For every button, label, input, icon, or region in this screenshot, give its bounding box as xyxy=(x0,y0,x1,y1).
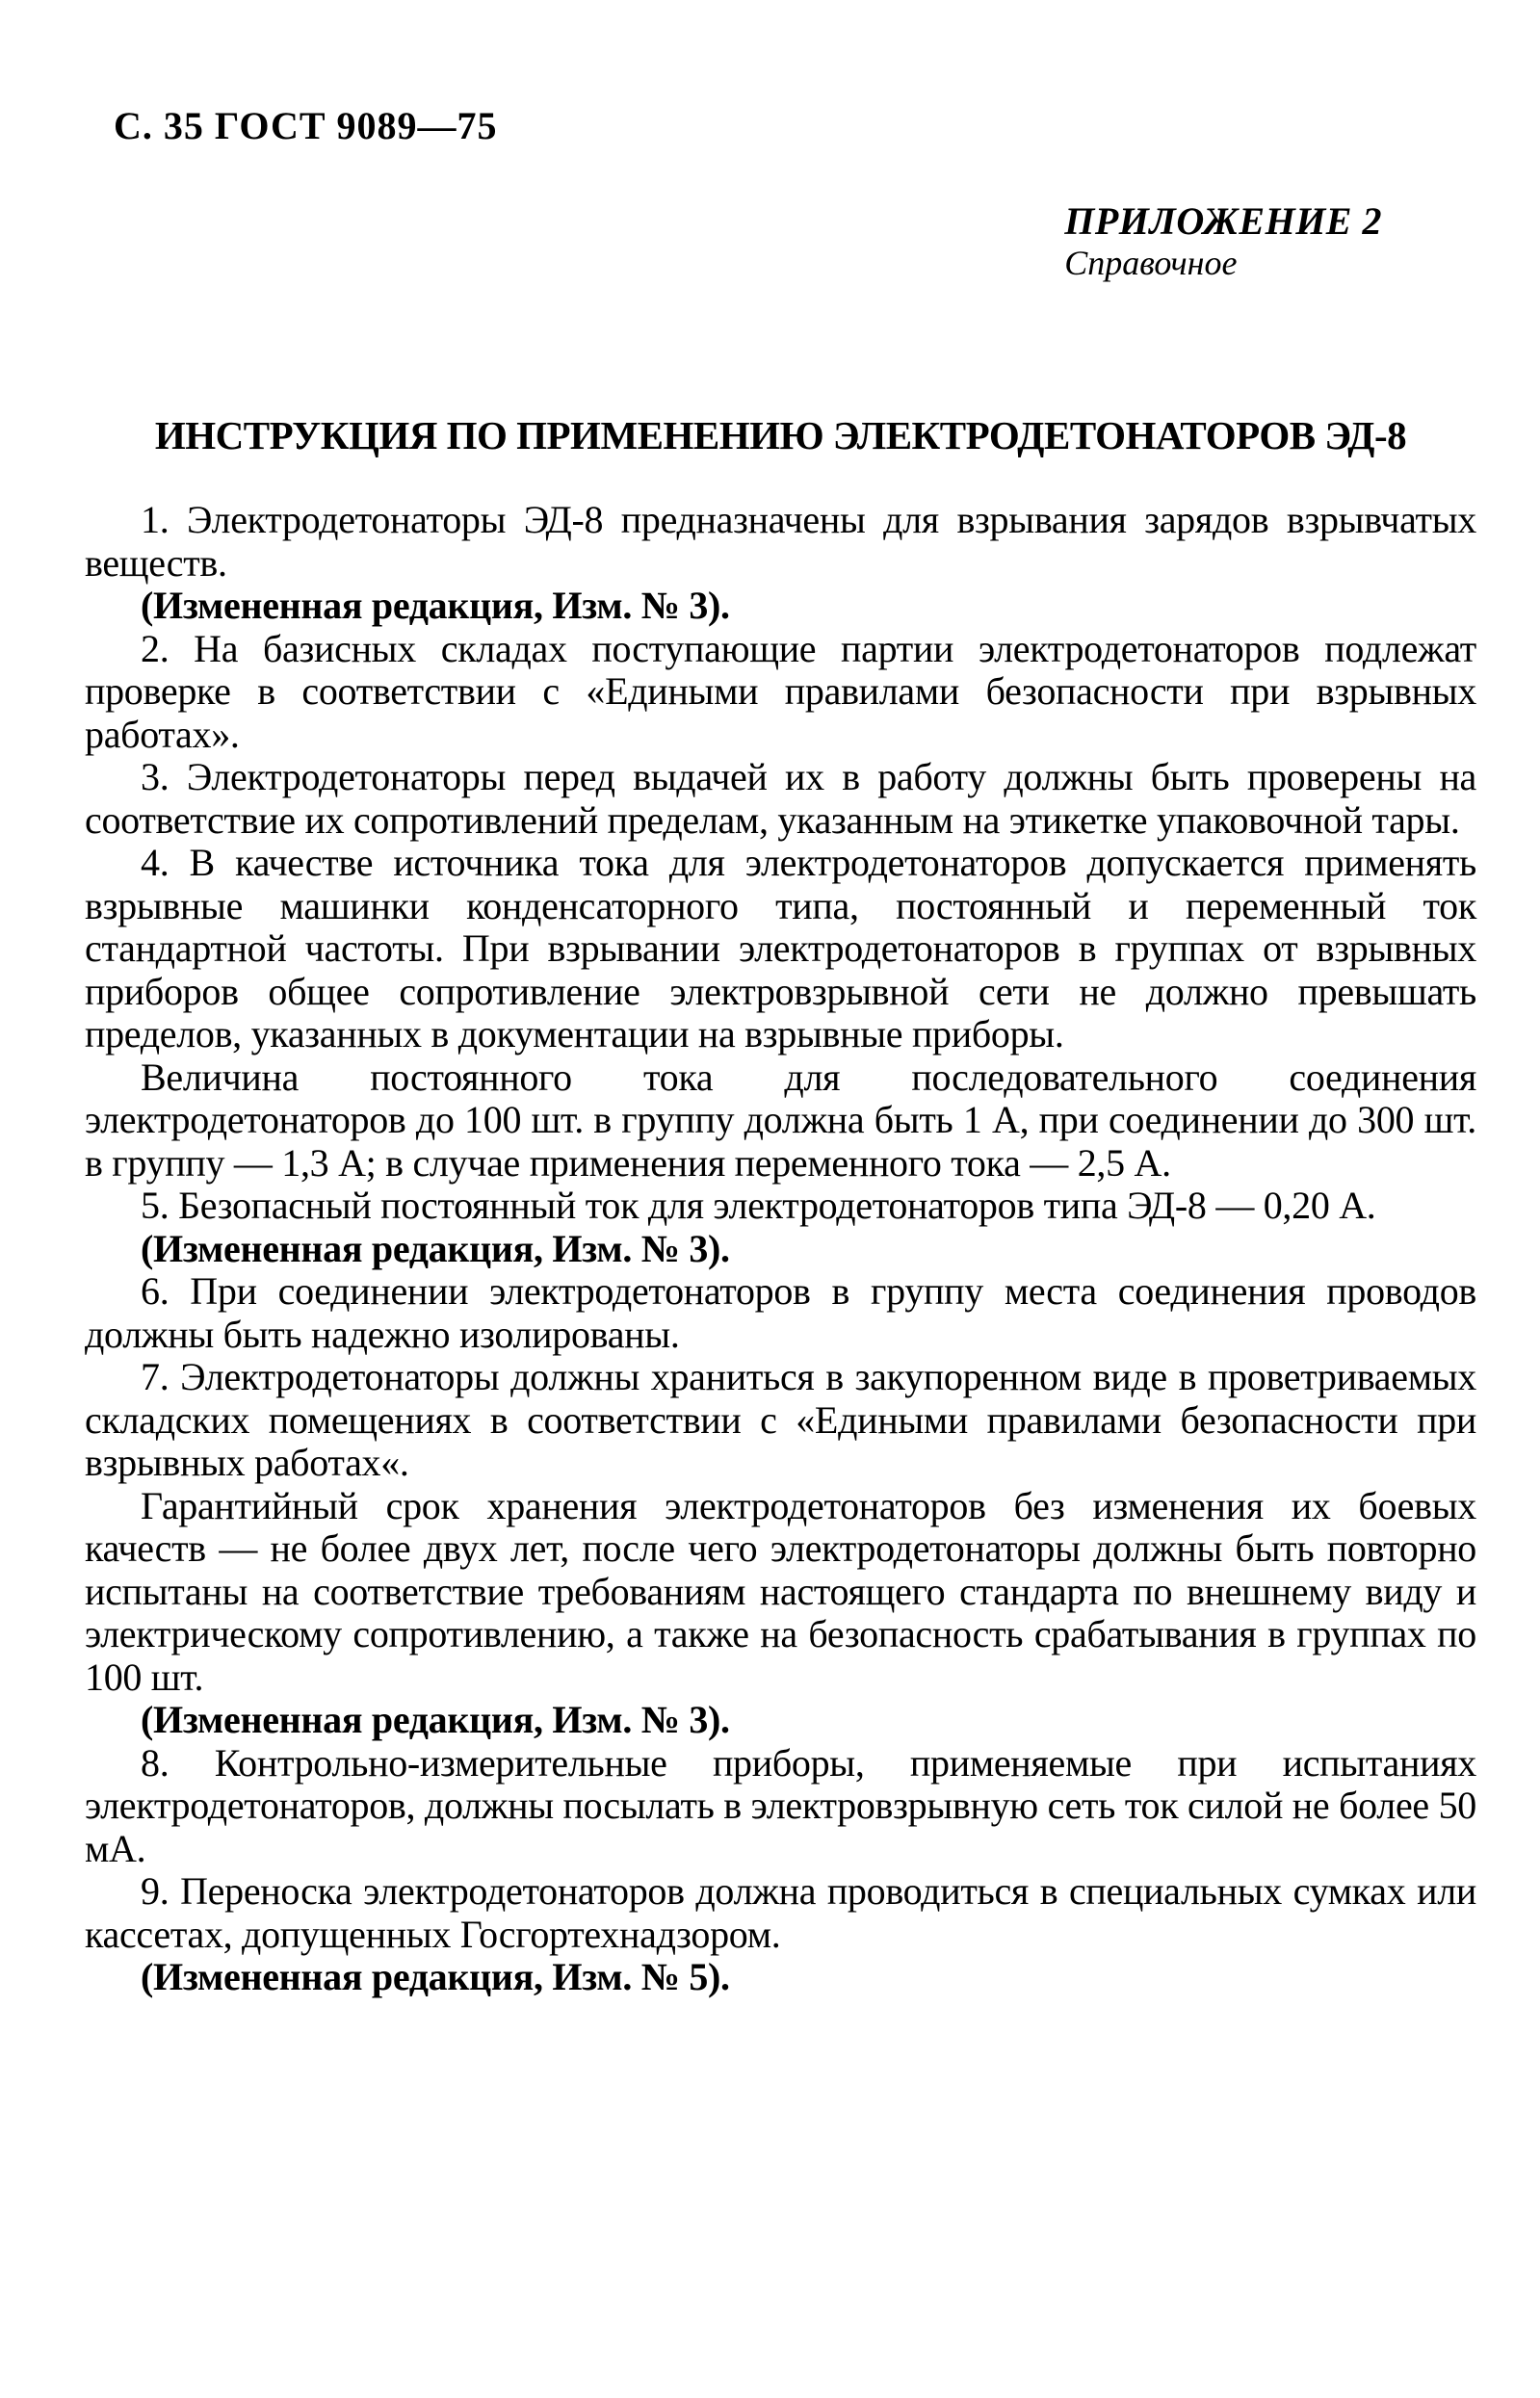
page-header-gost-number: С. 35 ГОСТ 9089—75 xyxy=(114,104,498,147)
amendment-note: (Измененная редакция, Изм. № 5). xyxy=(141,1955,730,1998)
amendment-note: (Измененная редакция, Изм. № 3). xyxy=(141,1226,730,1270)
appendix-inner xyxy=(1064,200,1382,283)
appendix-sublabel: Справочное xyxy=(1064,244,1238,282)
appendix-label: ПРИЛОЖЕНИЕ 2 xyxy=(1064,199,1382,243)
body-paragraph: 4. В качестве источника тока для электродетонаторов допускается применять взрывные машинки конденсаторного типа, постоянный и переменный ток стандартной частоты. При взрывании электродетонаторов в группах от взрывных приборов общее сопротивление электровзрывной сети не должно превышать пределов, указанных в документации на взрывные приборы. xyxy=(85,841,1476,1056)
body-paragraph: Гарантийный срок хранения электродетонаторов без изменения их боевых качеств — не более двух лет, после чего электродетонаторы должны быть повторно испытаны на соответствие требованиям настоящего стандарта по внешнему виду и электрическому сопротивлению, а также на безопасность срабатывания в группах по 100 шт. xyxy=(85,1483,1476,1699)
appendix-block xyxy=(85,200,1476,283)
body-paragraph: 9. Переноска электродетонаторов должна проводиться в специальных сумках или кассетах, допущенных Госгортехнадзором. xyxy=(85,1869,1476,1956)
body-paragraph: 8. Контрольно-измерительные приборы, применяемые при испытаниях электродетонаторов, должны посылать в электровзрывную сеть ток силой не более 50 мА. xyxy=(85,1740,1476,1870)
amendment-note: (Измененная редакция, Изм. № 3). xyxy=(141,584,730,627)
body-paragraph: 5. Безопасный постоянный ток для электродетонаторов типа ЭД-8 — 0,20 А. xyxy=(141,1184,1376,1227)
body-paragraph: 7. Электродетонаторы должны храниться в закупоренном виде в проветриваемых складских помещениях в соответствии с «Едиными правилами безопасности при взрывных работах«. xyxy=(85,1355,1476,1484)
body-paragraph: Величина постоянного тока для последовательного соединения электродетонаторов до 100 шт. в группу должна быть 1 А, при соединении до 300 шт. в группу — 1,3 А; в случае применения переменного тока — 2,5 А. xyxy=(85,1055,1476,1185)
document-body xyxy=(85,499,1476,1999)
body-paragraph: 1. Электродетонаторы ЭД-8 предназначены для взрывания зарядов взрывчатых веществ. xyxy=(85,498,1476,585)
body-paragraph: 3. Электродетонаторы перед выдачей их в работу должны быть проверены на соответствие их сопротивлений пределам, указанным на этикетке упаковочной тары. xyxy=(85,755,1476,842)
body-paragraph: 2. На базисных складах поступающие партии электродетонаторов подлежат проверке в соответствии с «Едиными правилами безопасности при взрывных работах». xyxy=(85,626,1476,756)
amendment-note: (Измененная редакция, Изм. № 3). xyxy=(141,1698,730,1741)
body-paragraph: 6. При соединении электродетонаторов в группу места соединения проводов должны быть надежно изолированы. xyxy=(85,1269,1476,1356)
document-title: ИНСТРУКЦИЯ ПО ПРИМЕНЕНИЮ ЭЛЕКТРОДЕТОНАТОРОВ ЭД-8 xyxy=(154,413,1407,457)
